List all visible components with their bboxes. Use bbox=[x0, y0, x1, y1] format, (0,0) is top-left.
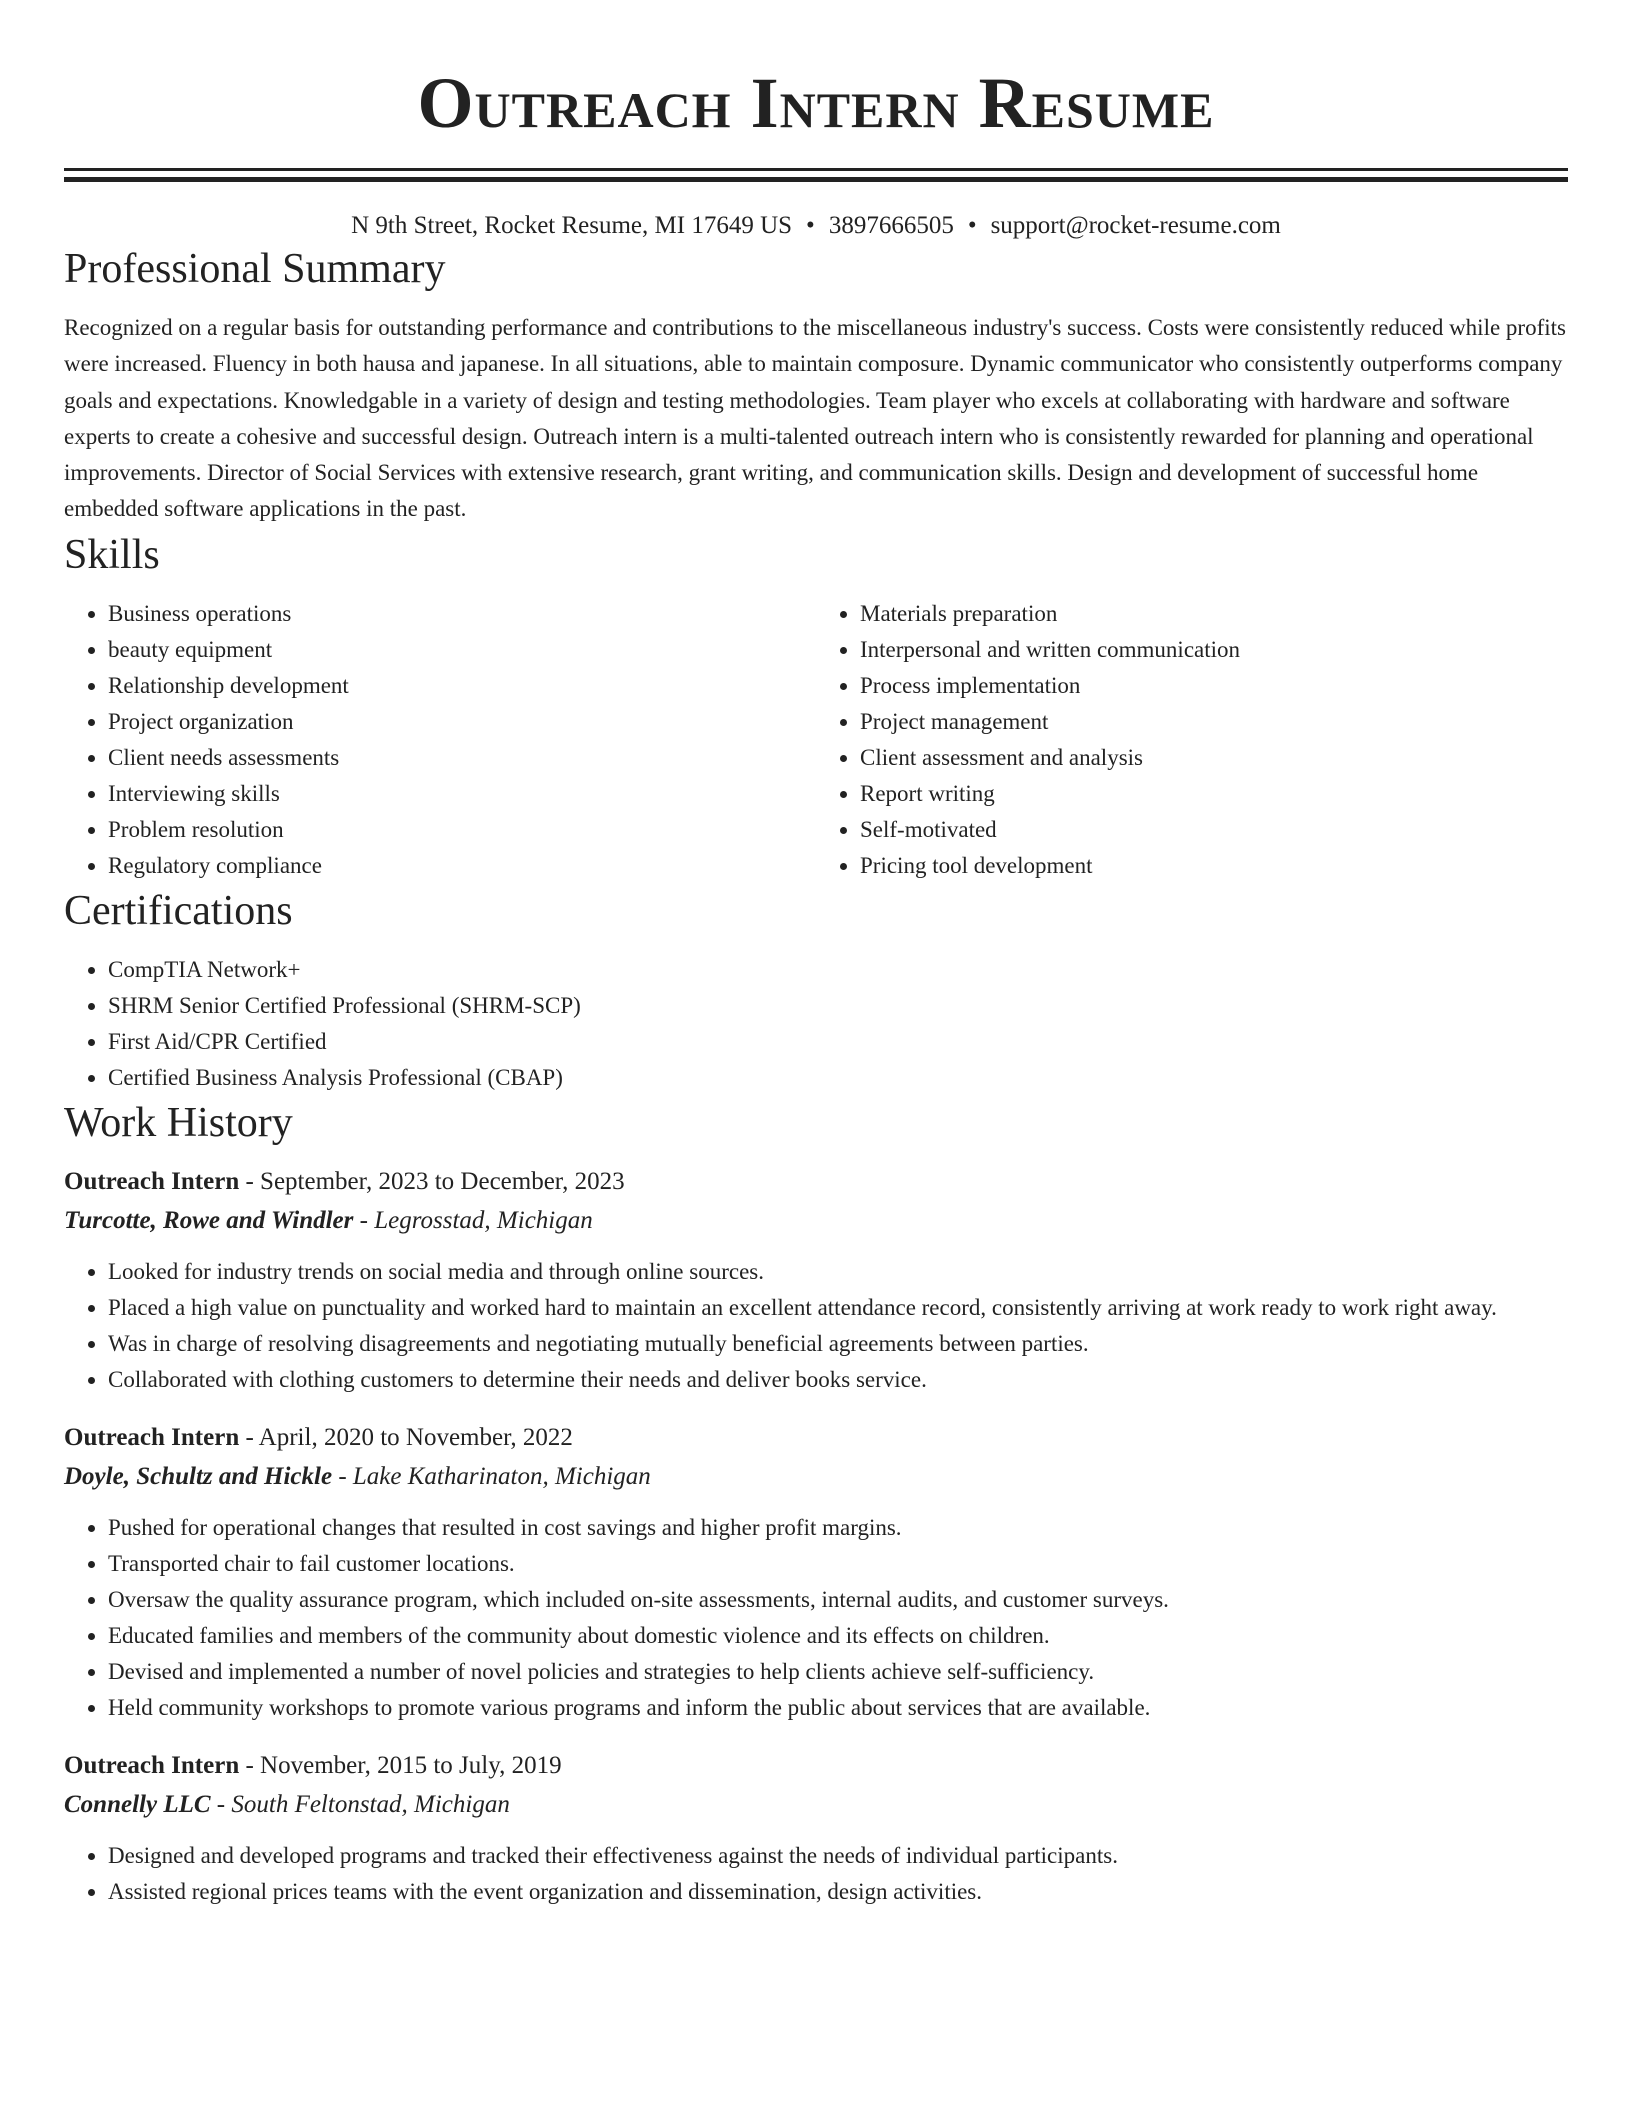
job-dates: - September, 2023 to December, 2023 bbox=[239, 1167, 625, 1195]
job-bullet: • Educated families and members of the community about domestic violence and its effects on children. bbox=[108, 1618, 1568, 1654]
contact-phone: 3897666505 bbox=[828, 212, 954, 239]
contact-email: support@rocket-resume.com bbox=[990, 212, 1281, 239]
page-title: Outreach Intern Resume bbox=[417, 63, 1215, 143]
job-bullet: • Oversaw the quality assurance program, which included on-site assessments, internal audits, and customer surveys. bbox=[108, 1582, 1568, 1618]
certifications-list bbox=[64, 952, 1568, 1096]
skill-item: • Materials preparation bbox=[860, 596, 1568, 632]
job-dates: - April, 2020 to November, 2022 bbox=[239, 1423, 573, 1451]
job-bullets bbox=[64, 1510, 1568, 1726]
job-title: Outreach Intern bbox=[64, 1423, 240, 1451]
job-bullet: • Designed and developed programs and tracked their effectiveness against the needs of individual participants. bbox=[108, 1838, 1568, 1874]
job-bullet: • Looked for industry trends on social media and through online sources. bbox=[108, 1254, 1568, 1290]
certifications-heading: Certifications bbox=[64, 887, 293, 934]
contact-address: N 9th Street, Rocket Resume, MI 17649 US bbox=[351, 212, 793, 239]
job-title-line bbox=[64, 1418, 1568, 1458]
certification-item: • CompTIA Network+ bbox=[108, 952, 1568, 988]
certification-item: • SHRM Senior Certified Professional (SHRM-SCP) bbox=[108, 988, 1568, 1024]
skill-item: • Project organization bbox=[108, 704, 816, 740]
contact-separator: • bbox=[806, 212, 815, 239]
job-bullet: • Assisted regional prices teams with the event organization and dissemination, design activities. bbox=[108, 1874, 1568, 1910]
contact-line bbox=[64, 210, 1568, 242]
job-company: Connelly LLC bbox=[64, 1790, 211, 1818]
job-entry bbox=[64, 1162, 1568, 1398]
resume-page bbox=[64, 0, 1568, 1910]
skill-item: • Problem resolution bbox=[108, 812, 816, 848]
job-company: Turcotte, Rowe and Windler bbox=[64, 1206, 354, 1234]
job-company-line bbox=[64, 1202, 1568, 1240]
job-title: Outreach Intern bbox=[64, 1167, 240, 1195]
skill-item: • Relationship development bbox=[108, 668, 816, 704]
job-bullets bbox=[64, 1254, 1568, 1398]
job-location: - Lake Katharinaton, Michigan bbox=[332, 1462, 651, 1490]
skills-list-right bbox=[816, 596, 1568, 884]
job-bullet: • Transported chair to fail customer locations. bbox=[108, 1546, 1568, 1582]
title-divider bbox=[64, 168, 1568, 182]
skill-item: • Self-motivated bbox=[860, 812, 1568, 848]
job-bullet: • Pushed for operational changes that resulted in cost savings and higher profit margins. bbox=[108, 1510, 1568, 1546]
work-history-heading: Work History bbox=[64, 1099, 293, 1146]
skill-item: • Project management bbox=[860, 704, 1568, 740]
job-title-line bbox=[64, 1746, 1568, 1786]
job-bullet: • Devised and implemented a number of novel policies and strategies to help clients achieve self-sufficiency. bbox=[108, 1654, 1568, 1690]
job-location: - Legrosstad, Michigan bbox=[353, 1206, 593, 1234]
skill-item: • Report writing bbox=[860, 776, 1568, 812]
summary-text: Recognized on a regular basis for outstanding performance and contributions to the miscellaneous industry's success. Costs were consistently reduced while profits were increased. Fluency in both hausa and japanese. In all situations, able to maintain composure. Dynamic communicator who consistently outperforms company goals and expectations. Knowledgable in a variety of design and testing methodologies. Team player who excels at collaborating with hardware and software experts to create a cohesive and successful design. Outreach intern is a multi-talented outreach intern who is consistently rewarded for planning and operational improvements. Director of Social Services with extensive research, grant writing, and communication skills. Design and development of successful home embedded software applications in the past. bbox=[64, 315, 1566, 522]
contact-separator: • bbox=[967, 212, 977, 239]
skill-item: • Client needs assessments bbox=[108, 740, 816, 776]
job-title-line bbox=[64, 1162, 1568, 1202]
job-bullet: • Collaborated with clothing customers to determine their needs and deliver books service. bbox=[108, 1362, 1568, 1398]
job-entry bbox=[64, 1418, 1568, 1726]
skill-item: • Pricing tool development bbox=[860, 848, 1568, 884]
job-dates: - November, 2015 to July, 2019 bbox=[239, 1751, 562, 1779]
skill-item: • Client assessment and analysis bbox=[860, 740, 1568, 776]
skill-item: • Process implementation bbox=[860, 668, 1568, 704]
job-company-line bbox=[64, 1458, 1568, 1496]
certification-item: • Certified Business Analysis Professional (CBAP) bbox=[108, 1060, 1568, 1096]
job-bullet: • Held community workshops to promote various programs and inform the public about services that are available. bbox=[108, 1690, 1568, 1726]
summary-heading: Professional Summary bbox=[64, 246, 446, 292]
job-bullets bbox=[64, 1838, 1568, 1910]
job-bullet: • Was in charge of resolving disagreements and negotiating mutually beneficial agreements between parties. bbox=[108, 1326, 1568, 1362]
job-location: - South Feltonstad, Michigan bbox=[210, 1790, 510, 1818]
skill-item: • Interviewing skills bbox=[108, 776, 816, 812]
job-title: Outreach Intern bbox=[64, 1751, 240, 1779]
skill-item: • beauty equipment bbox=[108, 632, 816, 668]
certification-item: • First Aid/CPR Certified bbox=[108, 1024, 1568, 1060]
skill-item: • Interpersonal and written communication bbox=[860, 632, 1568, 668]
job-company: Doyle, Schultz and Hickle bbox=[64, 1462, 333, 1490]
job-company-line bbox=[64, 1786, 1568, 1824]
job-bullet: • Placed a high value on punctuality and worked hard to maintain an excellent attendance record, consistently arriving at work ready to work right away. bbox=[108, 1290, 1568, 1326]
skills-heading: Skills bbox=[64, 531, 160, 578]
skill-item: • Regulatory compliance bbox=[108, 848, 816, 884]
skill-item: • Business operations bbox=[108, 596, 816, 632]
job-entry bbox=[64, 1746, 1568, 1910]
skills-list-left bbox=[64, 596, 816, 884]
skills-grid bbox=[64, 596, 1568, 884]
